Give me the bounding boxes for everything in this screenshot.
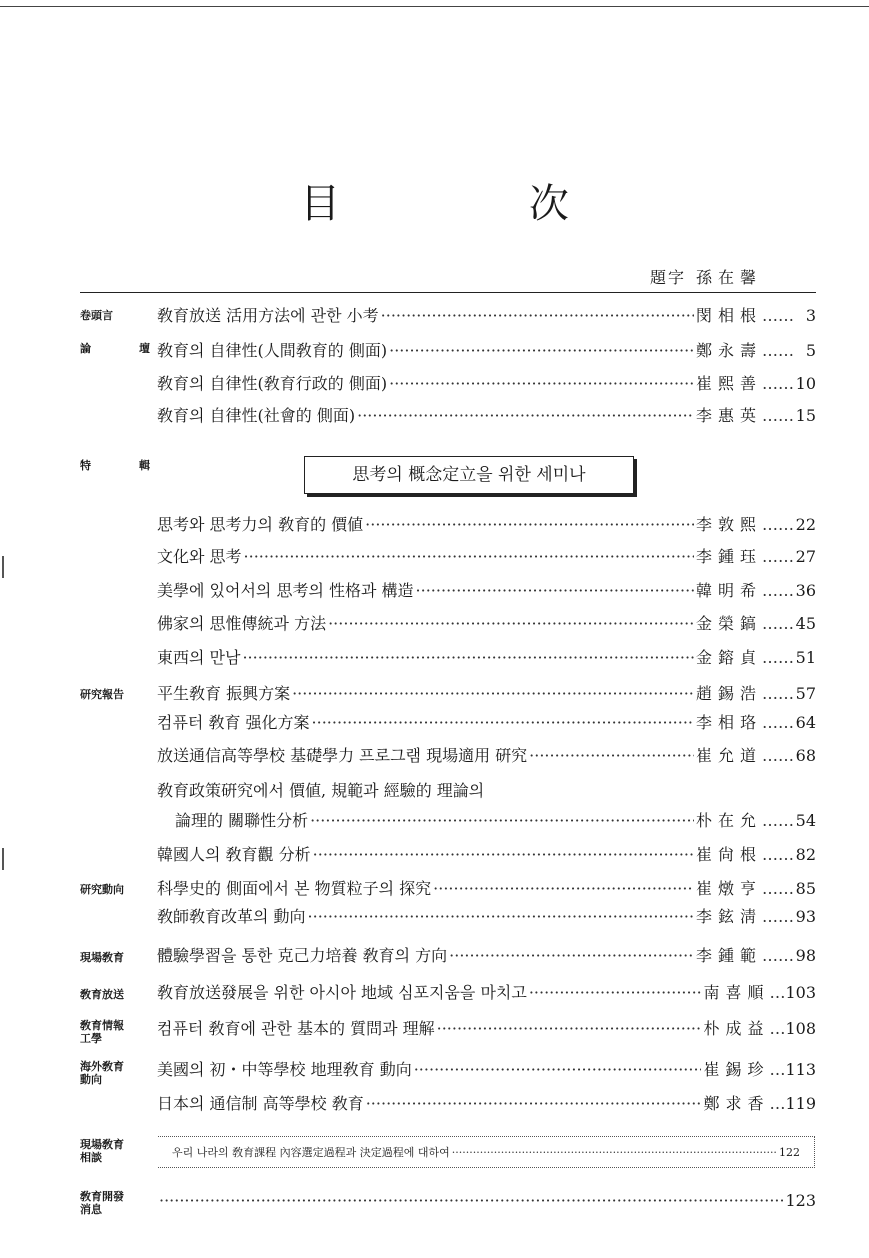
top-border <box>0 6 869 7</box>
section-label-forum: 論 壇 <box>80 342 150 355</box>
consult-page: 122 <box>779 1145 800 1159</box>
calligraphy-label: 題字 <box>650 268 687 287</box>
toc-entry[interactable]: 日本의 通信制 高等學校 敎育 ····· 鄭求香 … 119 <box>157 1093 816 1115</box>
section-label-field: 現場敎育 <box>80 951 124 964</box>
section-label-news: 敎育開發 消息 <box>80 1190 124 1216</box>
toc-entry[interactable]: 美學에 있어서의 思考의 性格과 構造 ····· 韓明希 …… 36 <box>157 580 816 602</box>
toc-entry[interactable]: 컴퓨터 敎育에 관한 基本的 質問과 理解 ····· 朴成益 … 108 <box>157 1018 816 1040</box>
toc-entry[interactable]: 韓國人의 敎育觀 分析 ····· 崔尙根 …… 82 <box>157 844 816 866</box>
toc-entry[interactable]: 美國의 初・中等學校 地理敎育 動向 ····· 崔錫珍 … 113 <box>157 1059 816 1081</box>
section-label-infotech: 敎育情報 工學 <box>80 1019 124 1045</box>
section-label-broadcast: 敎育放送 <box>80 988 124 1001</box>
section-label-foreword: 卷頭言 <box>80 309 113 322</box>
page-title: 目 次 <box>300 181 657 227</box>
toc-entry[interactable]: 敎育放送 活用方法에 관한 小考 ····· 閔相根 …… 3 <box>157 305 816 327</box>
toc-entry[interactable]: 思考와 思考力의 敎育的 價値 ····· 李敦熙 …… 22 <box>157 514 816 536</box>
toc-entry-multiline-title: 敎育政策硏究에서 價値, 規範과 經驗的 理論의 <box>157 781 485 800</box>
margin-mark <box>2 556 4 578</box>
toc-entry[interactable]: 體驗學習을 통한 克己力培養 敎育의 方向 ····· 李鍾範 …… 98 <box>157 945 816 967</box>
section-label-overseas: 海外敎育 動向 <box>80 1060 124 1086</box>
calligraphy-credit <box>650 265 762 288</box>
section-label-consult: 現場敎育 相談 <box>80 1138 124 1164</box>
consult-title: 우리 나라의 敎育課程 內容選定過程과 決定過程에 대하여 <box>172 1146 450 1159</box>
consult-entry-box[interactable] <box>158 1136 815 1168</box>
toc-entry-news[interactable]: ····· 123 <box>157 1190 816 1212</box>
feature-title-box: 思考의 概念定立을 위한 세미나 <box>304 456 634 494</box>
toc-entry[interactable]: 平生敎育 振興方案 ····· 趙錫浩 …… 57 <box>157 683 816 705</box>
toc-entry[interactable]: 컴퓨터 敎育 强化方案 ····· 李相珞 …… 64 <box>157 712 816 734</box>
toc-entry[interactable]: 科學史的 側面에서 본 物質粒子의 探究 ····· 崔燉亨 …… 85 <box>157 878 816 900</box>
section-label-special: 特 輯 <box>80 459 150 472</box>
toc-entry[interactable]: 敎育의 自律性(敎育行政的 側面) ····· 崔熙善 …… 10 <box>157 373 816 395</box>
toc-entry[interactable]: 文化와 思考 ····· 李鍾珏 …… 27 <box>157 546 816 568</box>
toc-entry[interactable]: 敎育의 自律性(社會的 側面) ····· 李惠英 …… 15 <box>157 405 816 427</box>
toc-entry[interactable]: 敎師敎育改革의 動向 ····· 李鉉淸 …… 93 <box>157 906 816 928</box>
section-label-trends: 研究動向 <box>80 883 124 896</box>
margin-mark <box>2 848 4 870</box>
toc-entry[interactable]: 論理的 關聯性分析 ····· 朴在允 …… 54 <box>175 810 816 832</box>
toc-entry[interactable]: 敎育放送發展을 위한 아시아 地域 심포지움을 마치고 ····· 南喜順 … 103 <box>157 982 816 1004</box>
toc-entry[interactable]: 放送通信高等學校 基礎學力 프로그램 現場適用 硏究 ····· 崔允道 …… 68 <box>157 745 816 767</box>
toc-entry[interactable]: 敎育의 自律性(人間敎育的 側面) ····· 鄭永壽 …… 5 <box>157 340 816 362</box>
calligraphy-name: 孫在馨 <box>696 268 763 287</box>
section-label-research: 研究報告 <box>80 688 124 701</box>
toc-entry[interactable]: 佛家의 思惟傳統과 方法 ····· 金榮鎬 …… 45 <box>157 613 816 635</box>
toc-entry[interactable]: 東西의 만남 ····· 金鎔貞 …… 51 <box>157 647 816 669</box>
header-rule <box>80 292 816 293</box>
